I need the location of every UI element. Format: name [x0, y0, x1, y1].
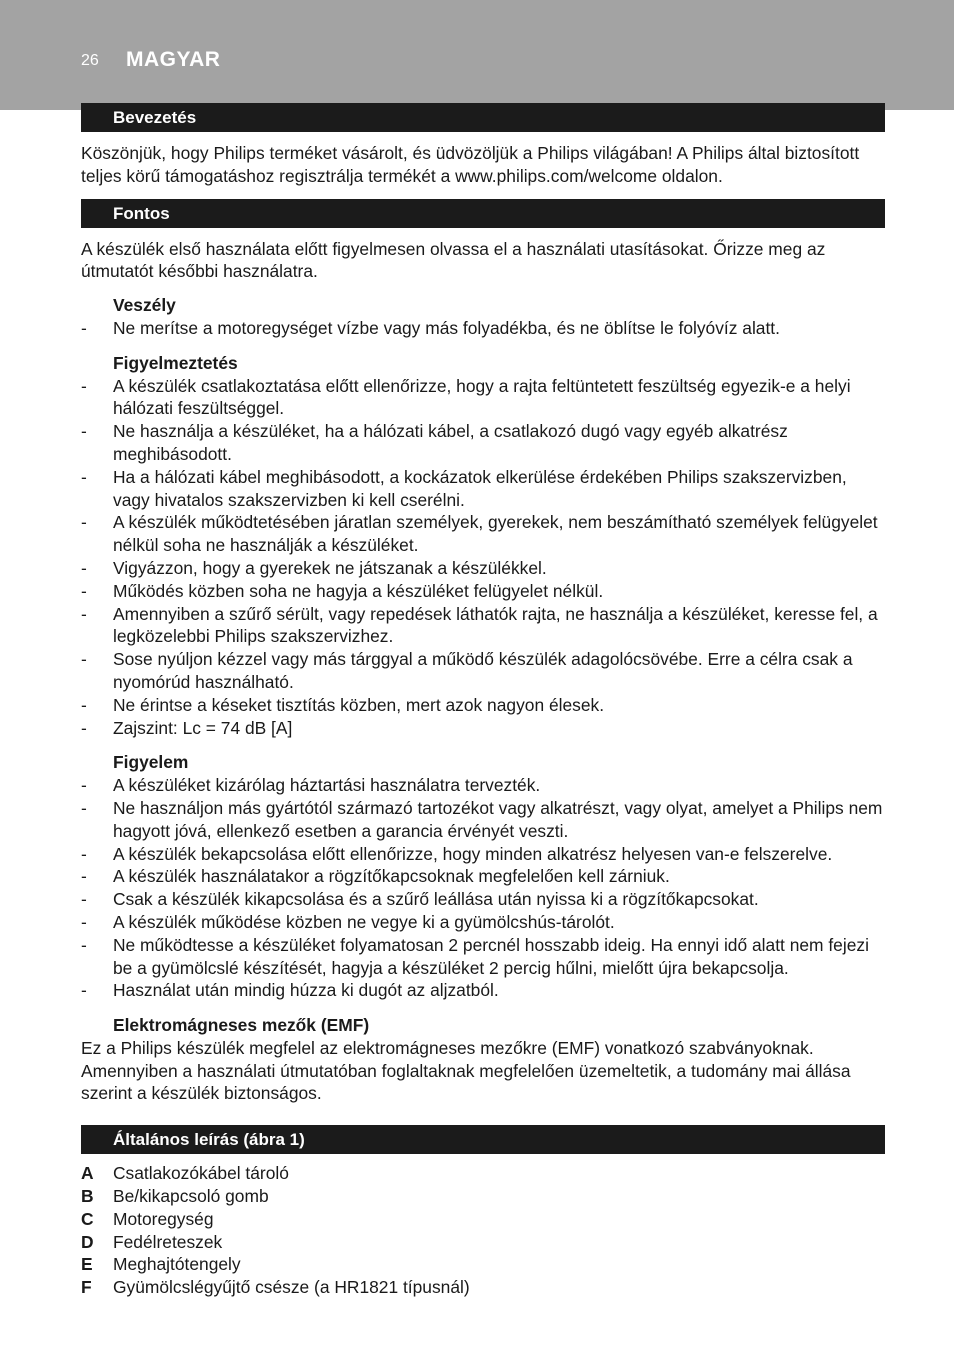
- danger-heading: Veszély: [113, 295, 176, 316]
- list-item: [81, 797, 885, 843]
- part-item: [81, 1208, 885, 1231]
- list-item: [81, 375, 885, 421]
- list-item-text: A készülék működtetésében járatlan személyek, gyerekek, nem beszámítható személyek felügyelet nélkül soha ne használják a készüléket.: [113, 512, 878, 556]
- list-item-text: A készülék bekapcsolása előtt ellenőrizze, hogy minden alkatrész helyesen van-e felszerelve.: [113, 843, 833, 864]
- dash-bullet: -: [81, 694, 87, 715]
- list-item: [81, 694, 885, 717]
- list-item: [81, 648, 885, 694]
- list-item: [81, 511, 885, 557]
- dash-bullet: -: [81, 934, 87, 955]
- list-item: [81, 843, 885, 866]
- important-paragraph: A készülék első használata előtt figyelmesen olvassa el a használati utasításokat. Őrizze meg az útmutatót későbbi használatra.: [81, 238, 826, 282]
- part-letter: A: [81, 1163, 94, 1184]
- dash-bullet: -: [81, 421, 87, 442]
- dash-bullet: -: [81, 580, 87, 601]
- list-item: [81, 979, 885, 1002]
- part-item: [81, 1276, 885, 1299]
- list-item-text: Vigyázzon, hogy a gyerekek ne játszanak a készülékkel.: [113, 557, 547, 578]
- dash-bullet: -: [81, 797, 87, 818]
- part-text: Be/kikapcsoló gomb: [113, 1186, 269, 1207]
- dash-bullet: -: [81, 466, 87, 487]
- list-item-text: Ha a hálózati kábel meghibásodott, a kockázatok elkerülése érdekében Philips szakszervizben, vagy hivatalos szakszervizben ki kell cserélni.: [113, 466, 847, 510]
- list-item-text: A készüléket kizárólag háztartási használatra tervezték.: [113, 775, 541, 796]
- dash-bullet: -: [81, 375, 87, 396]
- language-heading: MAGYAR: [126, 48, 221, 71]
- page-content: [81, 103, 885, 1299]
- part-text: Csatlakozókábel tároló: [113, 1163, 289, 1184]
- list-item-text: Zajszint: Lc = 74 dB [A]: [113, 717, 293, 738]
- caution-list: [81, 774, 885, 1002]
- list-item-text: A készülék működése közben ne vegye ki a gyümölcshús-tárolót.: [113, 911, 615, 932]
- part-letter: F: [81, 1277, 92, 1298]
- list-item-text: A készülék használatakor a rögzítőkapcsoknak megfelelően kell zárniuk.: [113, 866, 670, 887]
- part-item: [81, 1253, 885, 1276]
- part-letter: C: [81, 1208, 94, 1229]
- part-text: Meghajtótengely: [113, 1254, 241, 1275]
- part-item: [81, 1185, 885, 1208]
- list-item: [81, 774, 885, 797]
- dash-bullet: -: [81, 512, 87, 533]
- list-item-text: Csak a készülék kikapcsolása és a szűrő leállása után nyissa ki a rögzítőkapcsokat.: [113, 889, 759, 910]
- part-item: [81, 1162, 885, 1185]
- list-item-text: A készülék csatlakoztatása előtt ellenőrizze, hogy a rajta feltüntetett feszültség egyezik-e a helyi hálózati feszültséggel.: [113, 375, 851, 419]
- list-item: [81, 557, 885, 580]
- list-item: [81, 317, 885, 340]
- dash-bullet: -: [81, 866, 87, 887]
- warning-heading: Figyelmeztetés: [113, 352, 238, 373]
- caution-heading: Figyelem: [113, 752, 189, 773]
- list-item-text: Ne használja a készüléket, ha a hálózati kábel, a csatlakozó dugó vagy egyéb alkatrész meghibásodott.: [113, 421, 788, 464]
- dash-bullet: -: [81, 911, 87, 932]
- list-item: [81, 911, 885, 934]
- list-item-text: Ne érintse a késeket tisztítás közben, mert azok nagyon élesek.: [113, 694, 605, 715]
- section-title-intro: Bevezetés: [81, 103, 885, 132]
- section-title-important: Fontos: [81, 199, 885, 228]
- part-letter: B: [81, 1186, 94, 1207]
- part-text: Fedélreteszek: [113, 1231, 223, 1252]
- section-title-general: Általános leírás (ábra 1): [81, 1125, 885, 1154]
- dash-bullet: -: [81, 889, 87, 910]
- list-item-text: Működés közben soha ne hagyja a készüléket felügyelet nélkül.: [113, 580, 604, 601]
- dash-bullet: -: [81, 603, 87, 624]
- list-item-text: Ne működtesse a készüléket folyamatosan 2 percnél hosszabb ideig. Ha ennyi idő alatt nem fejezi be a gyümölcslé készítését, hagyja a készüléket 2 percig hűlni, mielőtt újra bekapcsolja.: [113, 934, 869, 978]
- list-item-text: Amennyiben a szűrő sérült, vagy repedések láthatók rajta, ne használja a készüléket, keresse fel, a legközelebbi Philips szakszervizhez.: [113, 603, 878, 647]
- page-number: 26: [81, 52, 99, 69]
- dash-bullet: -: [81, 980, 87, 1001]
- dash-bullet: -: [81, 775, 87, 796]
- part-letter: D: [81, 1231, 94, 1252]
- dash-bullet: -: [81, 557, 87, 578]
- list-item: [81, 420, 885, 466]
- list-item-text: Ne merítse a motoregységet vízbe vagy más folyadékba, és ne öblítse le folyóvíz alatt.: [113, 317, 780, 338]
- list-item-text: Használat után mindig húzza ki dugót az aljzatból.: [113, 980, 499, 1001]
- dash-bullet: -: [81, 317, 87, 338]
- list-item: [81, 603, 885, 649]
- list-item: [81, 580, 885, 603]
- list-item-text: Sose nyúljon kézzel vagy más tárggyal a működő készülék adagolócsövébe. Erre a célra csak a nyomórúd használható.: [113, 649, 853, 692]
- list-item: [81, 888, 885, 911]
- header-bar: [0, 0, 954, 110]
- emf-heading: Elektromágneses mezők (EMF): [113, 1015, 370, 1036]
- list-item-text: Ne használjon más gyártótól származó tartozékot vagy alkatrészt, vagy olyat, amelyet a Philips nem hagyott jóvá, ellenkező esetben a garancia érvényét veszti.: [113, 797, 883, 841]
- list-item: [81, 865, 885, 888]
- part-letter: E: [81, 1254, 93, 1275]
- dash-bullet: -: [81, 843, 87, 864]
- intro-paragraph: Köszönjük, hogy Philips terméket vásárolt, és üdvözöljük a Philips világában! A Philips által biztosított teljes körű támogatáshoz regisztrálja termékét a www.philips.com/welcome oldalon.: [81, 143, 860, 186]
- part-item: [81, 1231, 885, 1254]
- list-item: [81, 466, 885, 512]
- list-item: [81, 934, 885, 980]
- emf-paragraph: Ez a Philips készülék megfelel az elektromágneses mezőkre (EMF) vonatkozó szabványoknak. Amennyiben a használati útmutatóban foglaltaknak megfelelően üzemeltetik, a tudomány mai állása szerint a készülék biztonságos.: [81, 1037, 851, 1104]
- part-text: Gyümölcslégyűjtő csésze (a HR1821 típusnál): [113, 1277, 470, 1298]
- dash-bullet: -: [81, 649, 87, 670]
- parts-list: [81, 1162, 885, 1299]
- warning-list: [81, 375, 885, 740]
- danger-list: [81, 317, 885, 340]
- part-text: Motoregység: [113, 1208, 214, 1229]
- dash-bullet: -: [81, 717, 87, 738]
- list-item: [81, 717, 885, 740]
